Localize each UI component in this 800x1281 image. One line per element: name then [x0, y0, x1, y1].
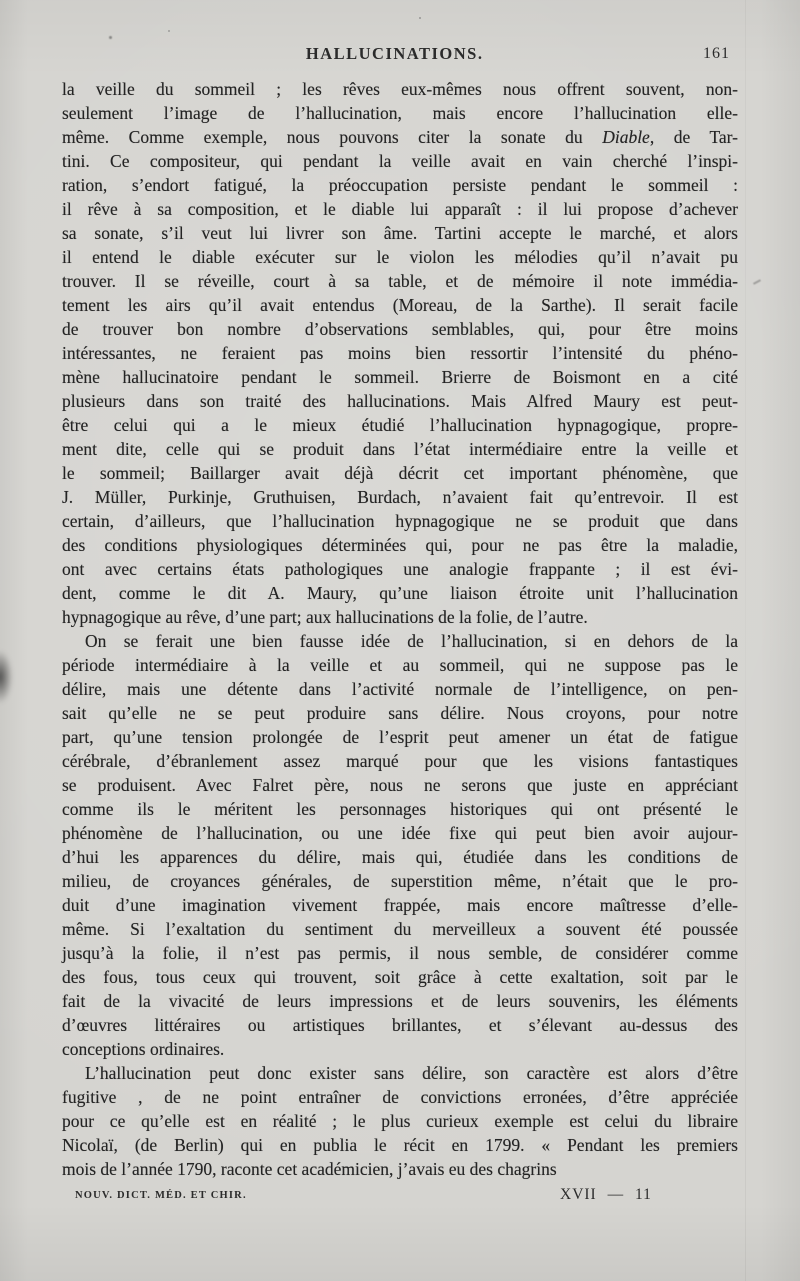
text-line: seulement l’image de l’hallucination, mais encore l’hallucination elle- [62, 103, 738, 123]
running-head [62, 44, 738, 68]
text-line: ment dite, celle qui se produit dans l’état intermédiaire entre la veille et [62, 439, 738, 459]
page-number: 161 [703, 45, 730, 62]
text-line: intéressantes, ne feraient pas moins bien ressortir l’intensité du phéno- [62, 343, 738, 363]
text-line: L’hallucination peut donc exister sans délire, son caractère est alors d’être [85, 1063, 738, 1083]
text-line: tement les airs qu’il avait entendus (Moreau, de la Sarthe). Il serait facile [62, 295, 738, 315]
page-footer [62, 1186, 738, 1206]
text-line: certain, d’ailleurs, que l’hallucination hypnagogique ne se produit que dans [62, 511, 738, 531]
text-line: cérébrale, d’ébranlement assez marqué pour que les visions fantastiques [62, 751, 738, 771]
text-line: de trouver bon nombre d’observations semblables, qui, pour être moins [62, 319, 738, 339]
text-line: Nicolaï, (de Berlin) qui en publia le récit en 1799. « Pendant les premiers [62, 1135, 738, 1155]
text-line: J. Müller, Purkinje, Gruthuisen, Burdach, n’avaient fait qu’entrevoir. Il est [62, 487, 738, 507]
text-line: période intermédiaire à la veille et au sommeil, qui ne suppose pas le [62, 655, 738, 675]
text-line: des conditions physiologiques déterminées qui, pour ne pas être la maladie, [62, 535, 738, 555]
text-line: duit d’une imagination vivement frappée, mais encore maîtresse d’elle- [62, 895, 738, 915]
text-line: On se ferait une bien fausse idée de l’hallucination, si en dehors de la [85, 631, 738, 651]
printer-signature: NOUV. DICT. MÉD. ET CHIR. [75, 1190, 247, 1201]
scan-speck [753, 279, 761, 285]
scan-speck [168, 30, 170, 32]
text-line: hypnagogique au rêve, d’une part; aux hallucinations de la folie, de l’autre. [62, 607, 588, 627]
body-text [62, 77, 738, 1181]
text-line: milieu, de croyances générales, de superstition même, n’était que le pro- [62, 871, 738, 891]
text-line: phénomène de l’hallucination, ou une idée fixe qui peut bien avoir aujour- [62, 823, 738, 843]
text-line: délire, mais une détente dans l’activité normale de l’intelligence, on pen- [62, 679, 738, 699]
text-line: pour ce qu’elle est en réalité ; le plus curieux exemple est celui du libraire [62, 1111, 738, 1131]
text-line: d’œuvres littéraires ou artistiques brillantes, et s’élevant au-dessus des [62, 1015, 738, 1035]
text-line: sait qu’elle ne se peut produire sans délire. Nous croyons, pour notre [62, 703, 738, 723]
paragraph [62, 77, 738, 629]
text-line: d’hui les apparences du délire, mais qui, étudiée dans les conditions de [62, 847, 738, 867]
text-line: sa sonate, s’il veut lui livrer son âme. Tartini accepte le marché, et alors [62, 223, 738, 243]
text-line: des fous, tous ceux qui trouvent, soit grâce à cette exaltation, soit par le [62, 967, 738, 987]
text-line: ration, s’endort fatigué, la préoccupation persiste pendant le sommeil : [62, 175, 738, 195]
text-line: se produisent. Avec Falret père, nous ne serons que juste en appréciant [62, 775, 738, 795]
text-line: le sommeil; Baillarger avait déjà décrit cet important phénomène, que [62, 463, 738, 483]
text-line: jusqu’à la folie, il n’est pas permis, il nous semble, de considérer comme [62, 943, 738, 963]
scan-ink-blob [0, 650, 13, 704]
text-line: dent, comme le dit A. Maury, qu’une liaison étroite unit l’hallucination [62, 583, 738, 603]
text-line: tini. Ce compositeur, qui pendant la veille avait en vain cherché l’inspi- [62, 151, 738, 171]
text-line: fugitive , de ne point entraîner de convictions erronées, d’être appréciée [62, 1087, 738, 1107]
text-line: fait de la vivacité de leurs impressions et de leurs souvenirs, les éléments [62, 991, 738, 1011]
text-line: même. Si l’exaltation du sentiment du merveilleux a souvent été poussée [62, 919, 738, 939]
text-line: être celui qui a le mieux étudié l’hallucination hypnagogique, propre- [62, 415, 738, 435]
text-line: part, qu’une tension prolongée de l’esprit peut amener un état de fatigue [62, 727, 738, 747]
text-line: plusieurs dans son traité des hallucinations. Mais Alfred Maury est peut- [62, 391, 738, 411]
text-line: la veille du sommeil ; les rêves eux-mêmes nous offrent souvent, non- [62, 79, 738, 99]
page-title: HALLUCINATIONS. [305, 44, 484, 63]
text-line: il entend le diable exécuter sur le violon les mélodies qu’il n’avait pu [62, 247, 738, 267]
page-fold-line [745, 0, 746, 1281]
text-line: il rêve à sa composition, et le diable lui apparaît : il lui propose d’achever [62, 199, 738, 219]
text-line: même. Comme exemple, nous pouvons citer la sonate du Diable, de Tar- [62, 127, 738, 147]
text-line: conceptions ordinaires. [62, 1039, 225, 1059]
text-line: mène hallucinatoire pendant le sommeil. Brierre de Boismont en a cité [62, 367, 738, 387]
scan-speck [419, 17, 421, 19]
text-line: ont avec certains états pathologiques une analogie frappante ; il est évi- [62, 559, 738, 579]
text-line: mois de l’année 1790, raconte cet académicien, j’avais eu des chagrins [62, 1159, 557, 1179]
text-line: trouver. Il se réveille, court à sa table, et de mémoire il note immédia- [62, 271, 738, 291]
scan-speck [109, 36, 112, 39]
paragraph [62, 629, 738, 1061]
text-line: comme ils le méritent les personnages historiques qui ont présenté le [62, 799, 738, 819]
volume-signature-mark: XVII — 11 [560, 1186, 652, 1203]
paragraph [62, 1061, 738, 1181]
